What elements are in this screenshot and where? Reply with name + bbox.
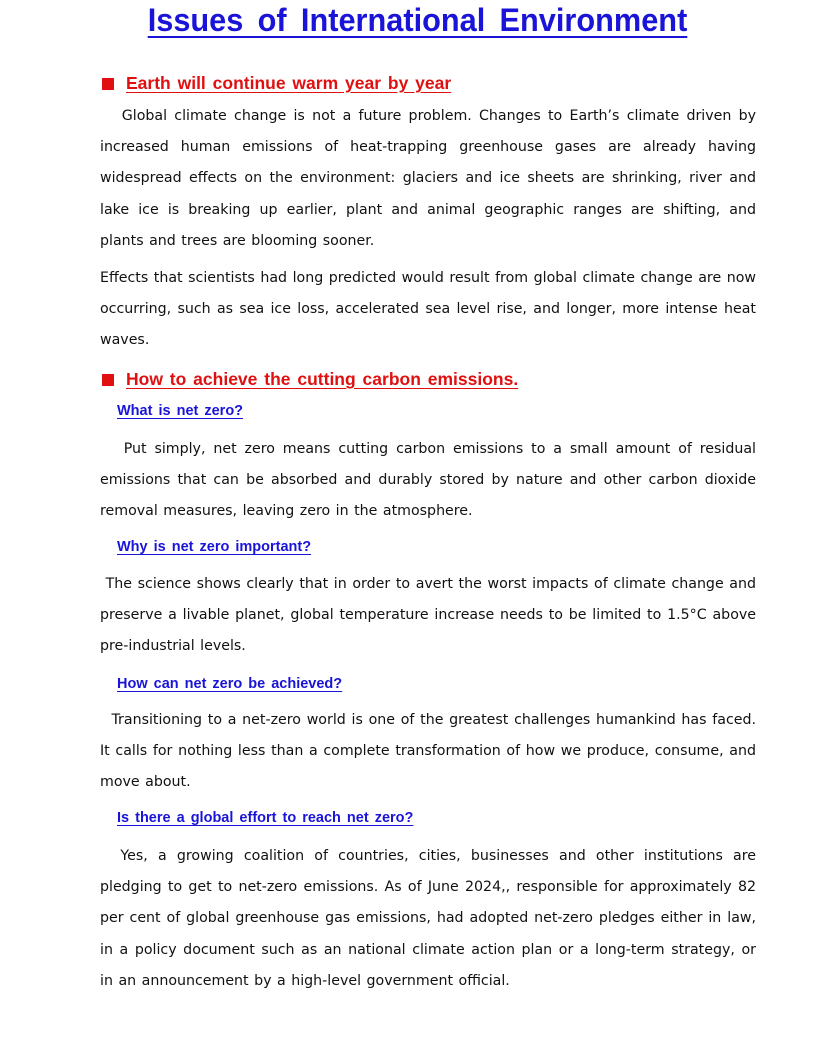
- section-heading-warming: [102, 73, 451, 94]
- paragraph: The science shows clearly that in order to avert the worst impacts of climate change and preserve a livable planet, global temperature increase needs to be limited to 1.5°C above pre-industrial levels.: [100, 576, 756, 655]
- question-heading: What is net zero?: [117, 403, 244, 419]
- question-heading: Is there a global effort to reach net zero?: [117, 810, 414, 826]
- paragraph: Transitioning to a net-zero world is one of the greatest challenges humankind has faced. It calls for nothing less than a complete transformation of how we produce, consume, and move about.: [100, 712, 756, 791]
- section-heading-emissions: [102, 369, 518, 390]
- question-heading: How can net zero be achieved?: [117, 676, 343, 692]
- page-title: Issues of International Environment: [147, 2, 688, 38]
- paragraph: Yes, a growing coalition of countries, cities, businesses and other institutions are pledging to get to net-zero emissions. As of June 2024,, responsible for approximately 82 per cent of global greenhouse gas emissions, had adopted net-zero pledges either in law, in a policy document such as an national climate action plan or a long-term strategy, or in an announcement by a high-level government official.: [100, 848, 756, 989]
- red-square-bullet-icon: [102, 78, 114, 90]
- section-heading-text: How to achieve the cutting carbon emissions.: [126, 369, 519, 389]
- paragraph: Put simply, net zero means cutting carbon emissions to a small amount of residual emissions that can be absorbed and durably stored by nature and other carbon dioxide removal measures, leaving zero in the atmosphere.: [100, 441, 756, 520]
- section-heading-text: Earth will continue warm year by year: [126, 73, 452, 93]
- red-square-bullet-icon: [102, 374, 114, 386]
- question-heading: Why is net zero important?: [117, 539, 312, 555]
- paragraph: Effects that scientists had long predicted would result from global climate change are now occurring, such as sea ice loss, accelerated sea level rise, and longer, more intense heat waves.: [100, 270, 756, 349]
- paragraph: Global climate change is not a future problem. Changes to Earth’s climate driven by increased human emissions of heat-trapping greenhouse gases are already having widespread effects on the environment: glaciers and ice sheets are shrinking, river and lake ice is breaking up earlier, plant and animal geographic ranges are shifting, and plants and trees are blooming sooner.: [100, 108, 756, 249]
